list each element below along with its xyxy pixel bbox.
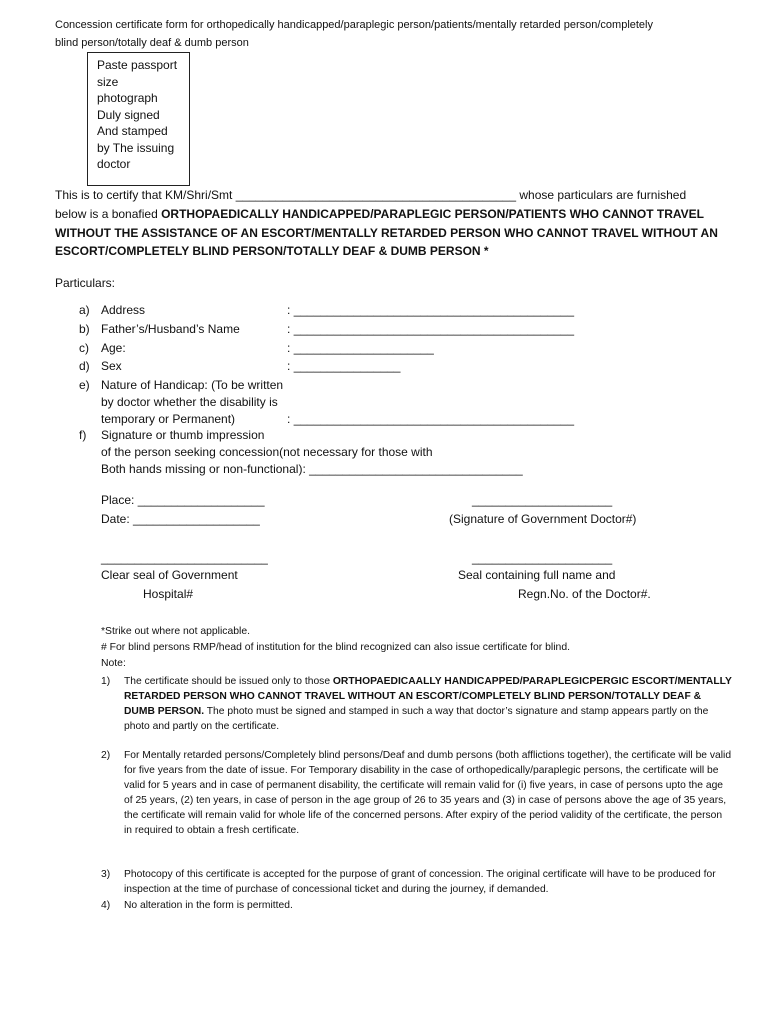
handicap-label-line2: by doctor whether the disability is xyxy=(101,395,278,409)
certify-line3: WITHOUT THE ASSISTANCE OF AN ESCORT/MENTALLY RETARDED PERSON WHO CANNOT TRAVEL WITHOUT AN xyxy=(55,226,718,240)
photo-box-line: Paste passport xyxy=(97,58,178,72)
handicap-label-line1: Nature of Handicap: (To be written xyxy=(101,378,284,392)
photo-placeholder-box xyxy=(87,52,190,186)
photo-box-line: Duly signed xyxy=(97,107,160,122)
handicap-field xyxy=(287,411,574,427)
item-marker: c) xyxy=(79,341,89,355)
item-marker: e) xyxy=(79,378,90,392)
handicap-label-line3: temporary or Permanent) xyxy=(101,412,236,426)
note-1-bold: ORTHOPAEDICAALLY HANDICAPPED/PARAPLEGICPERGIC ESCORT/MENTALLY RETARDED PERSON WHO CANNOT TRAVEL WITHOUT AN ESCORT/COMPLETELY BLIND PERSON/TOTALLY DEAF & DUMB PERSON. xyxy=(124,676,732,717)
age-label: Age: xyxy=(101,341,126,355)
date-field xyxy=(101,511,260,527)
doctor-seal-label-line2: Regn.No. of the Doctor#. xyxy=(518,587,651,601)
doctor-signature-blank[interactable]: _____________________ xyxy=(472,493,613,507)
blind-note: # For blind persons RMP/head of institution for the blind recognized can also issue certificate for blind. xyxy=(101,642,570,653)
strike-note: *Strike out where not applicable. xyxy=(101,626,251,637)
note-marker: 3) xyxy=(101,869,111,880)
note-marker: 4) xyxy=(101,900,111,911)
item-marker: f) xyxy=(79,428,87,442)
handicap-blank[interactable]: __________________________________________ xyxy=(293,412,574,426)
doctor-signature-label: (Signature of Government Doctor#) xyxy=(449,512,637,526)
certify-line2-bold: ORTHOPAEDICALLY HANDICAPPED/PARAPLEGIC PERSON/PATIENTS WHO CANNOT TRAVEL xyxy=(161,207,704,221)
doctor-seal-blank[interactable]: _____________________ xyxy=(472,551,613,565)
date-blank[interactable]: ___________________ xyxy=(133,512,260,526)
address-label: Address xyxy=(101,303,146,317)
note-2: For Mentally retarded persons/Completely blind persons/Deaf and dumb persons (both afflictions together), the certificate will be valid for five years from the date of issue. For Temporary disability in the case of orthopedically/paraplegic persons, the certificate will be valid for 5 years and in case of permanent disability, the certificate will remain valid for (i) five years, in case of persons upto the age of 25 years, (2) ten years, in case of person in the age group of 26 to 35 years and (3) in case of persons above the age of 35 years, the certificate will remain valid for whole life of the concerned persons. After expiry of the period validity of the certificate, the person in required to obtain a fresh certificate. xyxy=(124,750,732,836)
notes-heading: Note: xyxy=(101,658,126,669)
signature-label-line1: Signature or thumb impression xyxy=(101,428,265,442)
certify-line1 xyxy=(55,187,686,203)
note-4: No alteration in the form is permitted. xyxy=(124,900,293,911)
father-husband-label: Father’s/Husband’s Name xyxy=(101,322,240,336)
certify-suffix: whose particulars are furnished xyxy=(519,188,687,202)
note-3: Photocopy of this certificate is accepted for the purpose of grant of concession. The original certificate will have to be produced for inspection at the time of purchase of concessional ticket and during the journey, if demanded. xyxy=(124,869,716,895)
sex-label: Sex xyxy=(101,359,122,373)
certify-line2-normal: below is a bonafied xyxy=(55,207,162,221)
sex-blank[interactable]: ________________ xyxy=(293,359,401,373)
hospital-seal-blank[interactable]: _________________________ xyxy=(101,551,268,565)
photo-box-line: photograph xyxy=(97,91,158,105)
certify-prefix: This is to certify that KM/Shri/Smt xyxy=(55,188,233,202)
father-husband-blank[interactable]: __________________________________________ xyxy=(293,322,574,336)
note-marker: 1) xyxy=(101,676,111,687)
signature-label-line3 xyxy=(101,461,523,477)
item-marker: a) xyxy=(79,303,90,317)
age-blank[interactable]: _____________________ xyxy=(293,341,434,355)
address-field xyxy=(287,302,574,318)
signature-blank[interactable]: ________________________________ xyxy=(309,462,523,476)
sex-field xyxy=(287,358,400,374)
certify-line4: ESCORT/COMPLETELY BLIND PERSON/TOTALLY DEAF & DUMB PERSON * xyxy=(55,244,489,258)
father-husband-field xyxy=(287,321,574,337)
colon: : xyxy=(287,303,291,317)
place-field xyxy=(101,492,265,508)
particular-signature-row xyxy=(0,427,768,487)
colon: : xyxy=(287,341,291,355)
hospital-seal-label: Clear seal of Government xyxy=(101,568,238,582)
address-blank[interactable]: __________________________________________ xyxy=(293,303,574,317)
certify-line2 xyxy=(55,206,704,222)
photo-box-line: doctor xyxy=(97,157,131,171)
item-marker: b) xyxy=(79,322,90,336)
particulars-heading: Particulars: xyxy=(55,276,116,290)
colon: : xyxy=(287,412,291,426)
note-1-intro: The certificate should be issued only to those xyxy=(124,676,333,687)
hospital-seal-label-line2: Hospital# xyxy=(143,587,194,601)
place-blank[interactable]: ___________________ xyxy=(137,493,265,507)
name-blank[interactable]: __________________________________________ xyxy=(235,188,517,202)
signature-label-line2: of the person seeking concession(not necessary for those with xyxy=(101,445,433,459)
age-field xyxy=(287,340,434,356)
note-1-rest: The photo must be signed and stamped in such a way that doctor’s signature and stamp appears partly on the photo and partly on the certificate. xyxy=(124,706,709,732)
place-label: Place: xyxy=(101,493,135,507)
note-1 xyxy=(124,674,732,734)
form-title-line1: Concession certificate form for orthopedically handicapped/paraplegic person/patients/mentally retarded person/completely xyxy=(55,19,653,31)
form-title-line2: blind person/totally deaf & dumb person xyxy=(55,37,249,49)
doctor-seal-label: Seal containing full name and xyxy=(458,568,616,582)
date-label: Date: xyxy=(101,512,130,526)
colon: : xyxy=(287,359,291,373)
photo-box-line: size xyxy=(97,74,119,89)
colon: : xyxy=(287,322,291,336)
note-marker: 2) xyxy=(101,750,111,761)
photo-box-line: And stamped xyxy=(97,124,168,138)
photo-box-line: by The issuing xyxy=(97,140,175,155)
signature-label-text: Both hands missing or non-functional): xyxy=(101,462,306,476)
item-marker: d) xyxy=(79,359,90,373)
